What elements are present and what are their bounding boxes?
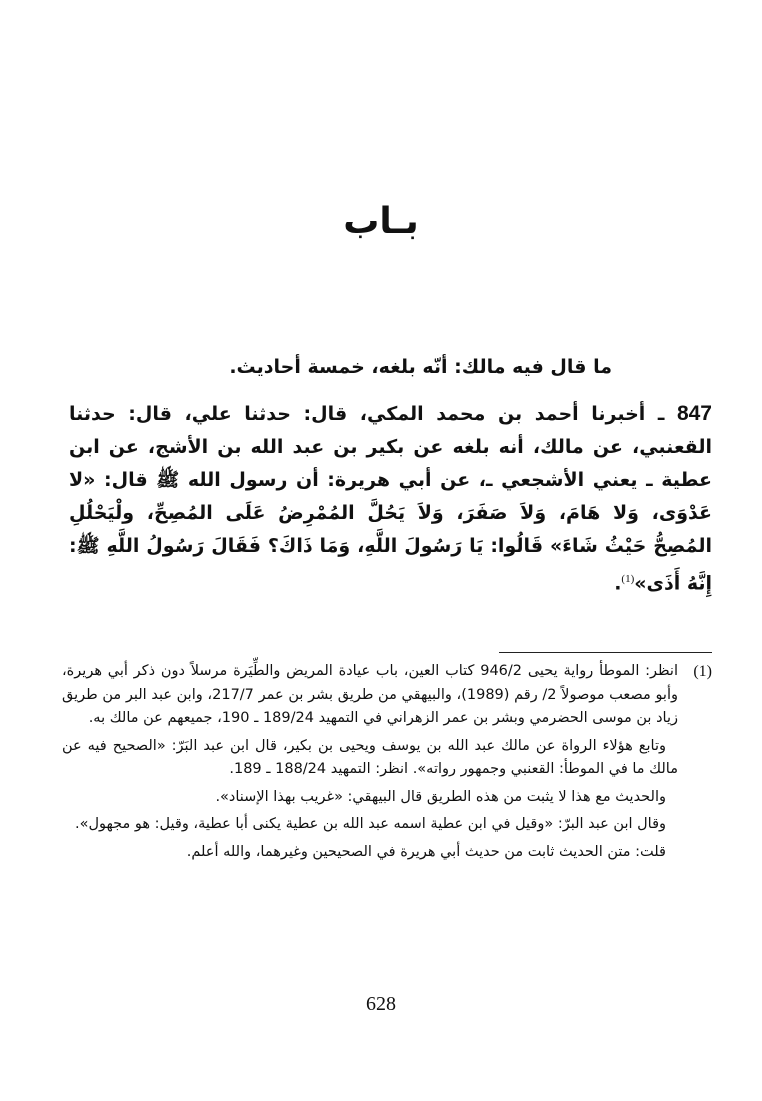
- footnotes-section: [62, 660, 712, 868]
- hadith-end-punctuation: .: [614, 572, 622, 595]
- footnote-separator: [499, 652, 712, 653]
- footnote-marker: (1): [693, 663, 712, 680]
- page-number: 628: [366, 993, 396, 1015]
- chapter-intro: ما قال فيه مالك: أنّه بلغه، خمسة أحاديث.: [229, 356, 612, 378]
- footnote-body: [62, 660, 678, 868]
- hadith-text: ـ أخبرنا أحمد بن محمد المكي، قال: حدثنا علي، قال: حدثنا القعنبي، عن مالك، أنه بلغه عن بكير بن عبد الله بن الأشج، عن ابن عطية ـ يعني الأشجعي ـ، عن أبي هريرة: أن رسول الله ﷺ قال: «لا عَدْوَى، وَلا هَامَ، وَلاَ صَفَرَ، وَلاَ يَحُلَّ المُمْرِضُ عَلَى المُصِحِّ، ولْيَحْلُلِ المُصِحُّ حَيْثُ شَاءَ» قَالُوا: يَا رَسُولَ اللَّهِ، وَمَا ذَاكَ؟ فَقَالَ رَسُولُ اللَّهِ ﷺ: إِنَّهُ أَذَى»: [69, 403, 712, 595]
- chapter-title: بـاب: [343, 201, 419, 242]
- footnote-paragraph-1: انظر: الموطأ رواية يحيى 946/2 كتاب العين، باب عيادة المريض والطِّيَرة مرسلاً دون ذكر أبي هريرة، وأبو مصعب موصولاً 2/ رقم (1989)، والبيهقي من طريق بشر بن عمر 217/7، وابن عبد البر من طريق زياد بن موسى الحضرمي وبشر بن عمر الزهراني في التمهيد 189/24 ـ 190، جميعهم عن مالك به.: [62, 663, 678, 726]
- hadith-847: [69, 397, 712, 600]
- footnote-1: [62, 660, 712, 868]
- hadith-number: 847: [676, 402, 712, 425]
- footnote-paragraph-4: وقال ابن عبد البرّ: «وقيل في ابن عطية اسمه عبد الله بن عطية يكنى أبا عطية، وقيل: هو مجهول».: [74, 816, 666, 832]
- footnote-paragraph-5: قلت: متن الحديث ثابت من حديث أبي هريرة في الصحيحين وغيرهما، والله أعلم.: [186, 843, 666, 860]
- footnote-paragraph-3: والحديث مع هذا لا يثبت من هذه الطريق قال البيهقي: «غريب بهذا الإسناد».: [215, 788, 666, 805]
- footnote-reference[interactable]: (1): [621, 573, 635, 585]
- footnote-paragraph-2: وتابع هؤلاء الرواة عن مالك عبد الله بن يوسف ويحيى بن بكير، قال ابن عبد البَرّ: «الصحيح فيه عن مالك ما في الموطأ: القعنبي وجمهور رواته». انظر: التمهيد 188/24 ـ 189.: [62, 737, 678, 777]
